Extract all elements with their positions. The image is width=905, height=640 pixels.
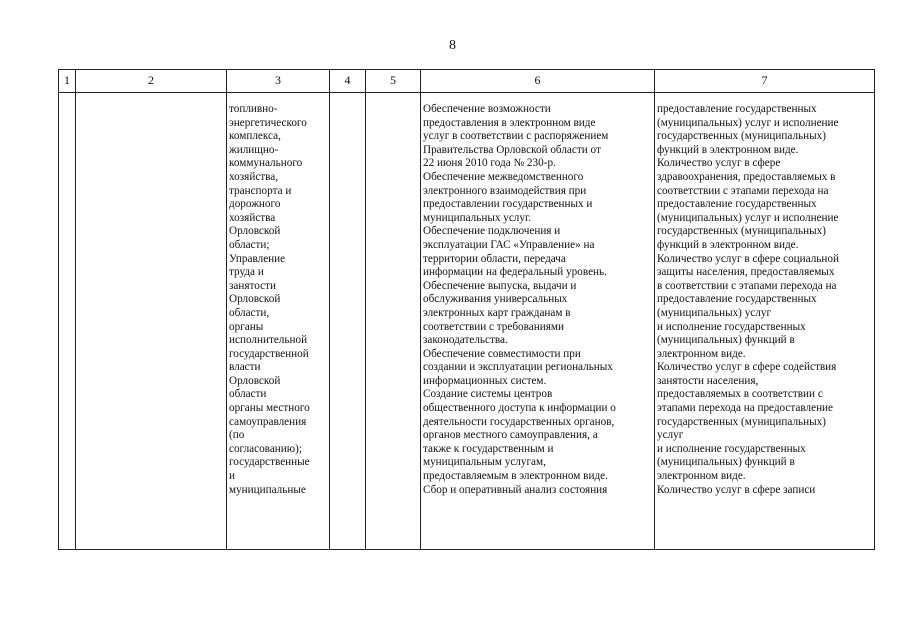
- text-line: жилищно-: [229, 143, 279, 156]
- header-col-6: 6: [421, 70, 655, 93]
- header-col-3: 3: [227, 70, 330, 93]
- text-line: Обеспечение межведомственного: [423, 170, 584, 183]
- text-line: предоставляемых в соответствии с: [657, 388, 823, 401]
- text-line: (по: [229, 429, 245, 442]
- text-line: коммунального: [229, 157, 303, 170]
- text-line: Количество услуг в сфере: [657, 157, 781, 170]
- text-line: услуг: [657, 429, 684, 442]
- text-line: информационных систем.: [423, 374, 547, 387]
- text-line: (муниципальных) услуг: [657, 306, 772, 319]
- text-line: функций в электронном виде.: [657, 143, 799, 156]
- cell-executors: [227, 93, 330, 550]
- text-line: обслуживания универсальных: [423, 293, 568, 306]
- text-line: деятельности государственных органов,: [423, 415, 615, 428]
- text-line: электронного взаимодействия при: [423, 184, 587, 197]
- text-line: предоставление государственных: [657, 293, 817, 306]
- text-line: (муниципальных) функций в: [657, 456, 795, 469]
- text-line: функций в электронном виде.: [657, 238, 799, 251]
- text-line: соответствии с этапами перехода на: [657, 184, 829, 197]
- header-col-7: 7: [655, 70, 875, 93]
- text-line: государственных (муниципальных): [657, 415, 826, 428]
- text-line: Количество услуг в сфере записи: [657, 483, 816, 496]
- table-row: [59, 93, 875, 550]
- text-line: здравоохранения, предоставляемых в: [657, 170, 836, 183]
- cell-col-1: [59, 93, 76, 550]
- text-line: государственных (муниципальных): [657, 130, 826, 143]
- text-line: области: [229, 388, 267, 401]
- text-line: электронном виде.: [657, 347, 746, 360]
- text-line: предоставление государственных: [657, 103, 817, 115]
- cell-col-5: [366, 93, 421, 550]
- text-line: власти: [229, 361, 261, 374]
- text-line: Сбор и оперативный анализ состояния: [423, 483, 608, 496]
- text-line: Количество услуг в сфере содействия: [657, 361, 837, 374]
- text-line: транспорта и: [229, 184, 292, 197]
- header-col-1: 1: [59, 70, 76, 93]
- text-line: органов местного самоуправления, а: [423, 429, 598, 442]
- text-line: Обеспечение выпуска, выдачи и: [423, 279, 577, 292]
- text-line: топливно-: [229, 103, 278, 115]
- cell-col-2: [76, 93, 227, 550]
- text-line: (муниципальных) услуг и исполнение: [657, 211, 839, 224]
- text-line: Орловской: [229, 293, 281, 306]
- text-line: соответствии с требованиями: [423, 320, 564, 333]
- text-line: муниципальные: [229, 483, 306, 496]
- text-line: государственной: [229, 347, 309, 360]
- cell-col-4: [330, 93, 366, 550]
- cell-indicators: [655, 93, 875, 550]
- text-line: хозяйства: [229, 211, 276, 224]
- text-line: также к государственным и: [423, 442, 554, 455]
- text-line: Обеспечение возможности: [423, 103, 551, 115]
- text-line: (муниципальных) услуг и исполнение: [657, 116, 839, 129]
- text-line: предоставление государственных: [657, 198, 817, 211]
- text-line: 22 июня 2010 года № 230-р.: [423, 157, 556, 170]
- text-line: Правительства Орловской области от: [423, 143, 601, 156]
- text-line: этапами перехода на предоставление: [657, 402, 834, 415]
- text-line: комплекса,: [229, 130, 281, 143]
- text-line: хозяйства,: [229, 170, 279, 183]
- text-line: органы: [229, 320, 264, 333]
- text-line: муниципальным услугам,: [423, 456, 546, 469]
- text-line: и: [229, 470, 235, 483]
- cell-measures: [421, 93, 655, 550]
- text-line: труда и: [229, 266, 264, 279]
- text-line: дорожного: [229, 198, 281, 211]
- text-line: (муниципальных) функций в: [657, 334, 795, 347]
- text-line: Орловской: [229, 374, 281, 387]
- text-line: области;: [229, 238, 270, 251]
- header-col-2: 2: [76, 70, 227, 93]
- text-line: Орловской: [229, 225, 281, 238]
- text-line: общественного доступа к информации о: [423, 402, 616, 415]
- text-line: в соответствии с этапами перехода на: [657, 279, 837, 292]
- text-line: Обеспечение подключения и: [423, 225, 561, 238]
- text-line: органы местного: [229, 402, 310, 415]
- text-line: предоставлении государственных и: [423, 198, 593, 211]
- text-line: электронном виде.: [657, 470, 746, 483]
- text-line: и исполнение государственных: [657, 320, 806, 333]
- text-line: исполнительной: [229, 334, 308, 347]
- text-line: Создание системы центров: [423, 388, 553, 401]
- text-line: согласованию);: [229, 442, 302, 455]
- text-line: области,: [229, 306, 270, 319]
- text-line: информации на федеральный уровень.: [423, 266, 607, 279]
- page-number: 8: [449, 38, 456, 53]
- text-line: Обеспечение совместимости при: [423, 347, 581, 360]
- text-line: эксплуатации ГАС «Управление» на: [423, 238, 595, 251]
- text-line: государственные: [229, 456, 310, 469]
- text-line: Управление: [229, 252, 286, 265]
- text-line: энергетического: [229, 116, 307, 129]
- text-line: муниципальных услуг.: [423, 211, 532, 224]
- header-col-4: 4: [330, 70, 366, 93]
- text-line: создании и эксплуатации региональных: [423, 361, 613, 374]
- text-line: занятости: [229, 279, 276, 292]
- text-line: услуг в соответствии с распоряжением: [423, 130, 609, 143]
- text-line: Количество услуг в сфере социальной: [657, 252, 839, 265]
- text-line: самоуправления: [229, 415, 307, 428]
- header-col-5: 5: [366, 70, 421, 93]
- text-line: и исполнение государственных: [657, 442, 806, 455]
- text-line: предоставления в электронном виде: [423, 116, 596, 129]
- text-line: территории области, передача: [423, 252, 566, 265]
- table-header-row: [59, 70, 875, 93]
- text-line: защиты населения, предоставляемых: [657, 266, 835, 279]
- text-line: занятости населения,: [657, 374, 759, 387]
- text-line: предоставляемым в электронном виде.: [423, 470, 608, 483]
- document-table: [58, 69, 875, 550]
- text-line: электронных карт гражданам в: [423, 306, 571, 319]
- text-line: законодательства.: [423, 334, 508, 347]
- text-line: государственных (муниципальных): [657, 225, 826, 238]
